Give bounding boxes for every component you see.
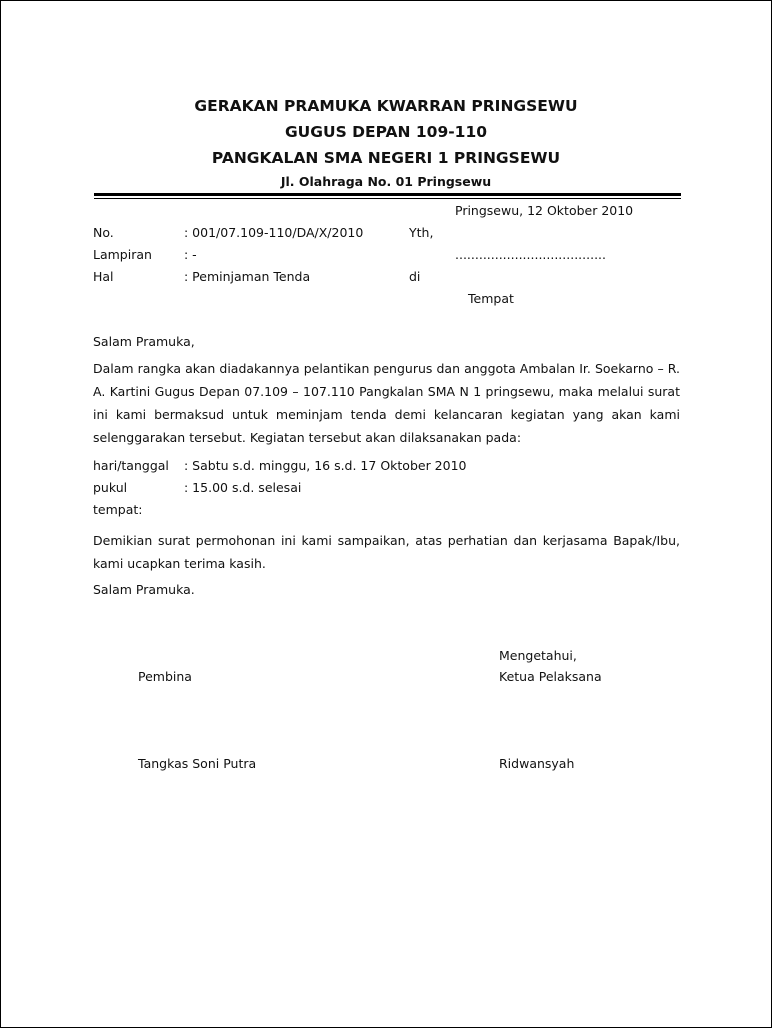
letterhead-school: PANGKALAN SMA NEGERI 1 PRINGSEWU [211,149,561,167]
number-label: No. [93,225,114,240]
letterhead-rule-thin [94,198,681,199]
letterhead-rule-thick [94,193,681,196]
acknowledged-label: Mengetahui, [499,648,577,663]
schedule-place-label: tempat: [93,502,143,517]
closing: Salam Pramuka. [93,582,195,597]
schedule-time-label: pukul [93,480,128,495]
signatory-left-name: Tangkas Soni Putra [138,756,257,771]
greeting: Salam Pramuka, [93,334,195,349]
date-place: Pringsewu, 12 Oktober 2010 [455,203,634,218]
attachment-value: : - [184,247,197,262]
schedule-time-value: : 15.00 s.d. selesai [184,480,302,495]
schedule-day-label: hari/tanggal [93,458,169,473]
subject-value: : Peminjaman Tenda [184,269,311,284]
schedule-day-value: : Sabtu s.d. minggu, 16 s.d. 17 Oktober 2010 [184,458,467,473]
letterhead-address: Jl. Olahraga No. 01 Pringsewu [280,174,492,189]
signatory-right-role: Ketua Pelaksana [499,669,602,684]
letterhead-organization: GERAKAN PRAMUKA KWARRAN PRINGSEWU [194,97,578,115]
recipient-yth: Yth, [409,225,434,240]
signatory-right-name: Ridwansyah [499,756,575,771]
subject-label: Hal [93,269,114,284]
letterhead-unit: GUGUS DEPAN 109-110 [284,123,488,141]
signatory-left-role: Pembina [138,669,192,684]
body-paragraph-2: Demikian surat permohonan ini kami sampaikan, atas perhatian dan kerjasama Bapak/Ibu, kami ucapkan terima kasih. [93,533,680,571]
recipient-place: Tempat [468,291,514,306]
attachment-label: Lampiran [93,247,152,262]
recipient-di: di [409,269,421,284]
body-paragraph-1: Dalam rangka akan diadakannya pelantikan pengurus dan anggota Ambalan Ir. Soekarno – R. A. Kartini Gugus Depan 07.109 – 107.110 Pangkalan SMA N 1 pringsewu, maka melalui surat ini kami bermaksud untuk meminjam tenda demi kelancaran kegiatan yang akan kami selenggarakan tersebut. Kegiatan tersebut akan dilaksanakan pada: [93,361,680,445]
number-value: : 001/07.109-110/DA/X/2010 [184,225,364,240]
recipient-dots: ...................................... [455,247,606,262]
